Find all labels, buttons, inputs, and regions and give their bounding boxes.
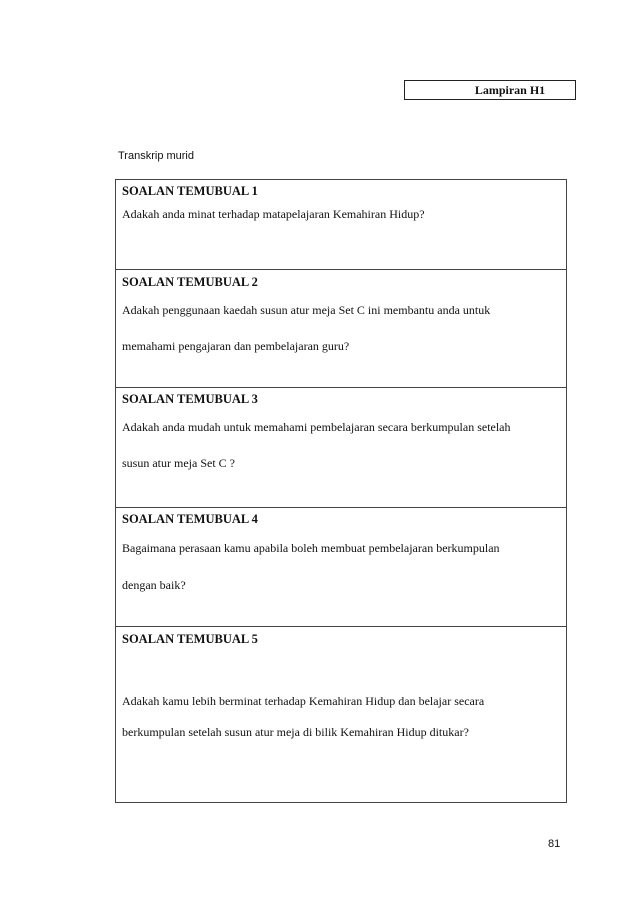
question-row-5	[116, 626, 566, 802]
document-subtitle: Transkrip murid	[118, 150, 194, 162]
question-row-2	[116, 269, 566, 387]
question-text-line: memahami pengajaran dan pembelajaran guru?	[122, 339, 350, 353]
interview-questions-table	[115, 179, 567, 803]
question-text-line: Adakah anda mudah untuk memahami pembelajaran secara berkumpulan setelah	[122, 420, 511, 434]
question-title: SOALAN TEMUBUAL 1	[122, 184, 258, 198]
question-text-line: Adakah anda minat terhadap matapelajaran Kemahiran Hidup?	[122, 207, 425, 221]
question-title: SOALAN TEMUBUAL 4	[122, 512, 258, 526]
appendix-label-box	[404, 80, 576, 100]
question-title: SOALAN TEMUBUAL 5	[122, 632, 258, 646]
appendix-label: Lampiran H1	[474, 82, 546, 97]
question-title: SOALAN TEMUBUAL 2	[122, 275, 258, 289]
question-text-line: Adakah penggunaan kaedah susun atur meja Set C ini membantu anda untuk	[122, 303, 491, 317]
question-text-line: dengan baik?	[122, 578, 186, 592]
question-text-line: Adakah kamu lebih berminat terhadap Kemahiran Hidup dan belajar secara	[122, 694, 485, 708]
question-text-line: Bagaimana perasaan kamu apabila boleh membuat pembelajaran berkumpulan	[122, 541, 500, 555]
question-row-3	[116, 387, 566, 507]
page-number: 81	[548, 838, 561, 850]
question-row-4	[116, 507, 566, 626]
question-text-line: berkumpulan setelah susun atur meja di bilik Kemahiran Hidup ditukar?	[122, 725, 469, 739]
question-row-1	[116, 180, 566, 269]
question-text-line: susun atur meja Set C ?	[122, 456, 235, 470]
question-title: SOALAN TEMUBUAL 3	[122, 392, 258, 406]
